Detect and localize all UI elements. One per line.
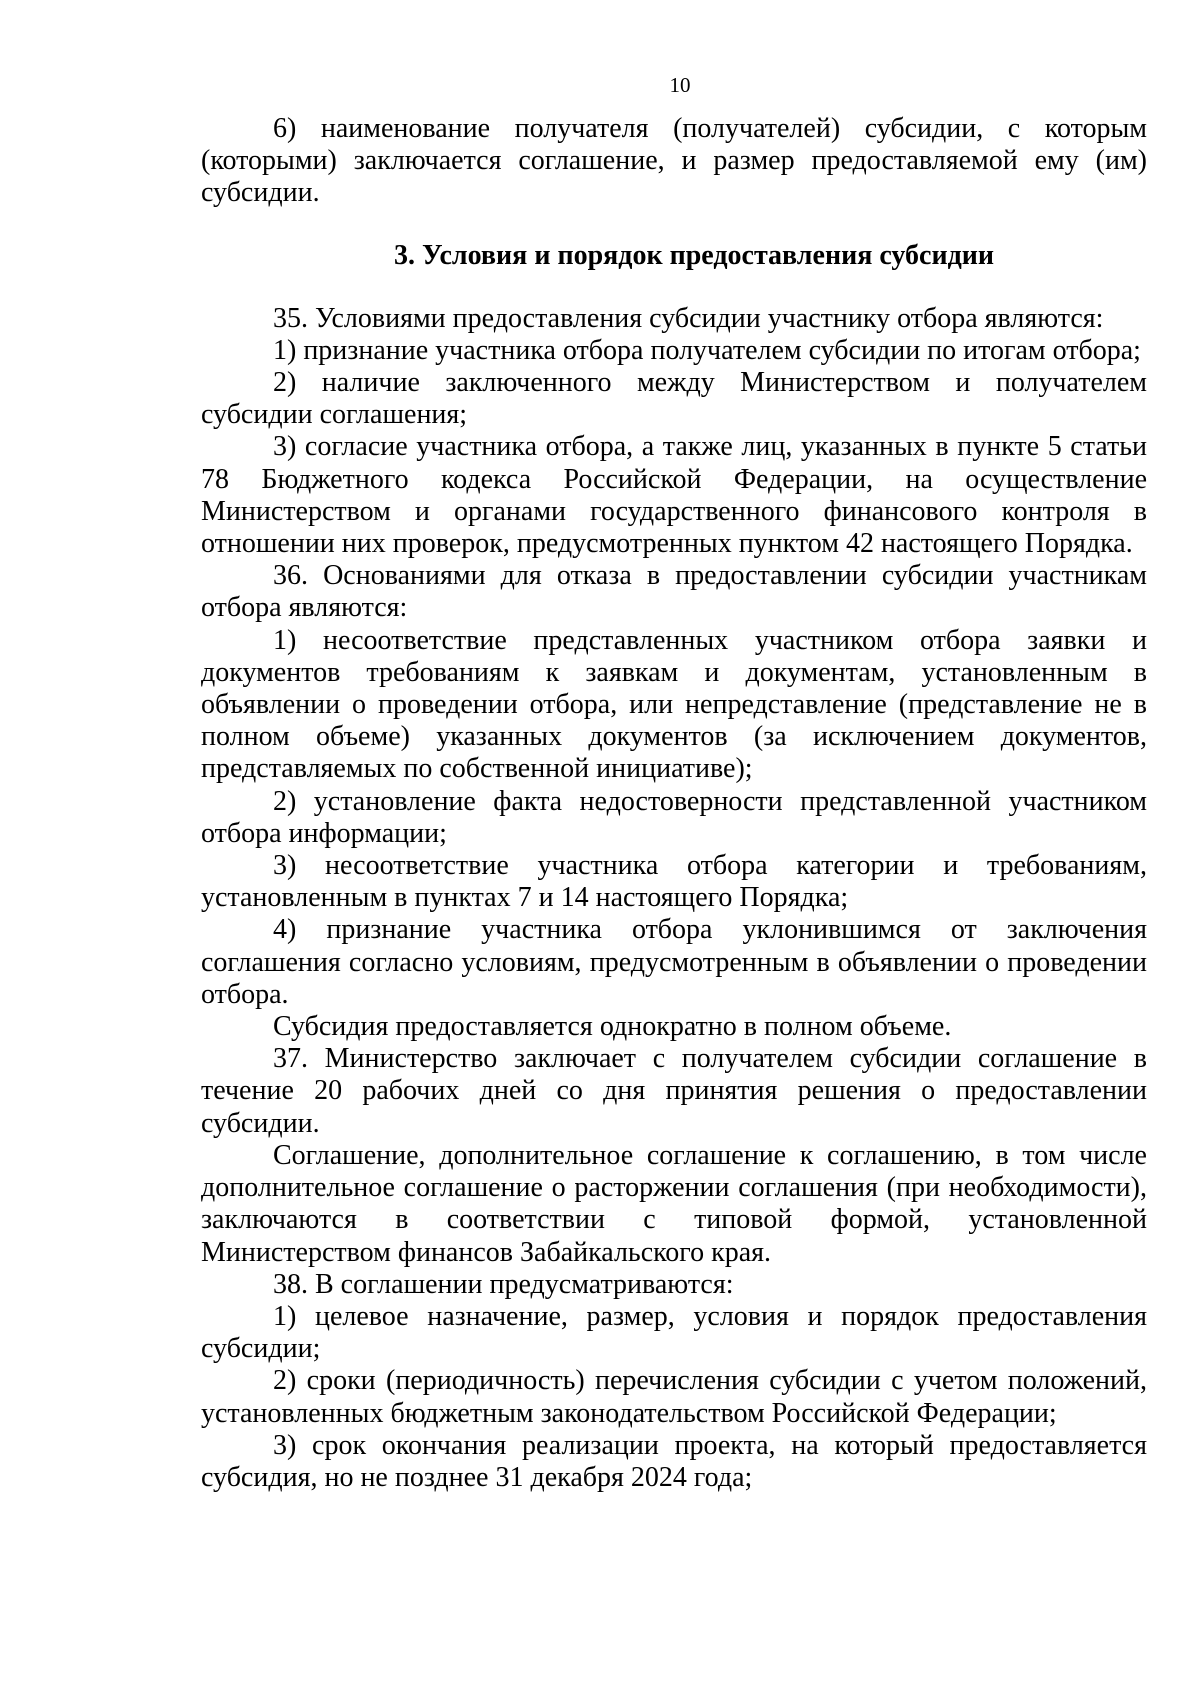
paragraph-38: 38. В соглашении предусматриваются: bbox=[273, 1268, 734, 1300]
page-number: 10 bbox=[669, 73, 691, 97]
paragraph-36: 36. Основаниями для отказа в предоставлении субсидии участникам отбора являются: bbox=[201, 560, 1147, 624]
section-heading: 3. Условия и порядок предоставления субсидии bbox=[393, 239, 995, 271]
paragraph-35: 35. Условиями предоставления субсидии участнику отбора являются: bbox=[273, 302, 1104, 334]
paragraph-subsidy-once: Субсидия предоставляется однократно в полном объеме. bbox=[273, 1011, 952, 1043]
paragraph-38-item-1: 1) целевое назначение, размер, условия и порядок предоставления субсидии; bbox=[201, 1300, 1147, 1365]
paragraph-36-item-3: 3) несоответствие участника отбора категории и требованиям, установленным в пунктах 7 и 14 настоящего Порядка; bbox=[201, 850, 1147, 914]
paragraph-38-item-3: 3) срок окончания реализации проекта, на который предоставляется субсидия, но не позднее 31 декабря 2024 года; bbox=[201, 1429, 1147, 1493]
paragraph-intro-item-6: 6) наименование получателя (получателей) субсидии, с которым (которыми) заключается соглашение, и размер предоставляемой ему (им) субсидии. bbox=[201, 113, 1147, 209]
paragraph-37-agreement-form: Соглашение, дополнительное соглашение к соглашению, в том числе дополнительное соглашение о расторжении соглашения (при необходимости), заключаются в соответствии с типовой формой, установленной Министерством финансов Забайкальского края. bbox=[201, 1139, 1147, 1268]
paragraph-35-item-3: 3) согласие участника отбора, а также лиц, указанных в пункте 5 статьи 78 Бюджетного кодекса Российской Федерации, на осуществление Министерством и органами государственного финансового контроля в отношении них проверок, предусмотренных пунктом 42 настоящего Порядка. bbox=[201, 431, 1147, 560]
paragraph-36-item-1: 1) несоответствие представленных участником отбора заявки и документов требованиям к заявкам и документам, установленным в объявлении о проведении отбора, или непредставление (представление не в полном объеме) указанных документов (за исключением документов, представляемых по собственной инициативе); bbox=[201, 624, 1147, 785]
paragraph-37: 37. Министерство заключает с получателем субсидии соглашение в течение 20 рабочих дней со дня принятия решения о предоставлении субсидии. bbox=[201, 1043, 1147, 1139]
paragraph-35-item-2: 2) наличие заключенного между Министерством и получателем субсидии соглашения; bbox=[201, 367, 1147, 431]
paragraph-38-item-2: 2) сроки (периодичность) перечисления субсидии с учетом положений, установленных бюджетным законодательством Российской Федерации; bbox=[201, 1365, 1147, 1429]
document-body bbox=[201, 113, 1147, 1494]
paragraph-36-item-4: 4) признание участника отбора уклонившимся от заключения соглашения согласно условиям, предусмотренным в объявлении о проведении отбора. bbox=[201, 914, 1147, 1010]
paragraph-36-item-2: 2) установление факта недостоверности представленной участником отбора информации; bbox=[201, 785, 1147, 849]
paragraph-35-item-1: 1) признание участника отбора получателем субсидии по итогам отбора; bbox=[273, 334, 1141, 366]
